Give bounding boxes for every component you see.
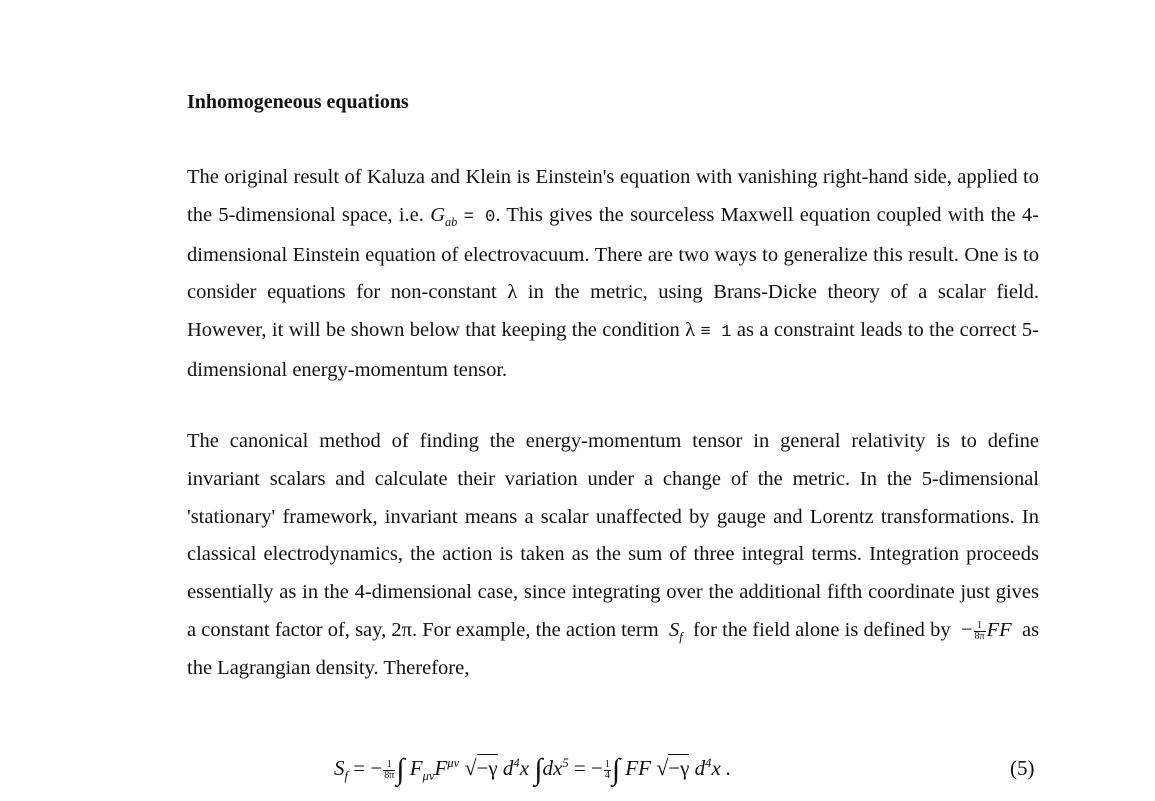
paragraph-1-text-a: The original result of Kaluza and Klein is Einstein's equation with vanishing right-hand side, applied to the 5-dimensional space, i.e. bbox=[187, 166, 1039, 226]
integral-sign-icon: ∫ bbox=[396, 753, 405, 786]
inline-math-s-f: $S_f$ bbox=[669, 618, 683, 645]
paragraph-1-text-b: . This gives the sourceless Maxwell equation coupled with the 4-dimensional Einstein equation of electrovacuum. There are two ways to generalize this result. One is to consider equations for non-constant bbox=[187, 203, 1039, 304]
inline-math-lambda: λ bbox=[507, 281, 518, 304]
paragraph-1-text-d: as a constraint leads to the correct 5-dimensional energy-momentum tensor. bbox=[187, 319, 1040, 381]
paragraph-2 bbox=[187, 423, 1039, 688]
paragraph-2-text-a: The canonical method of finding the energy-momentum tensor in general relativity is to define invariant scalars and calculate their variation under a change of the metric. In the 5-dimensional 'stationary' framework, invariant means a scalar unaffected by gauge and Lorentz transformations. In classical electrodynamics, the action is taken as the sum of three integral terms. Integration proceeds essentially as in the 4-dimensional case, since integrating over the additional fifth coordinate just gives a constant factor of, say, 2π. For example, the action term bbox=[187, 430, 1039, 641]
integral-sign-icon: ∫ bbox=[534, 753, 543, 786]
paragraph-1-text-c: in the metric, using Brans-Dicke theory of a scalar field. However, it will be shown below that keeping the condition bbox=[187, 281, 1040, 342]
inline-math-lambda-constraint: λ ≡ 1 bbox=[685, 319, 732, 343]
inline-math-lagrangian: − $\frac{1}{8\pi}$ FF bbox=[960, 618, 1012, 642]
sqrt-icon: √ bbox=[656, 755, 669, 780]
sqrt-icon: √ bbox=[464, 755, 477, 780]
integral-sign-icon: ∫ bbox=[611, 753, 621, 786]
equation-5: $S_f$ = − $\frac{1}{8\pi}$ ∫ $F_{\mu\nu}F^{\mu\nu}$ √−γ $d^4x$ $\int dx^5$ = − $\frac{1}{4}$ ∫ FF √−γ $d^4x$ . bbox=[334, 753, 732, 786]
section-heading: Inhomogeneous equations bbox=[187, 91, 409, 113]
paragraph-2-text-b: for the field alone is defined by bbox=[693, 618, 951, 641]
equation-number: (5) bbox=[1010, 756, 1035, 780]
inline-math-g-ab: $G_{ab} = 0$ bbox=[430, 203, 496, 229]
paragraph-2-text-c: as the Lagrangian density. Therefore, bbox=[187, 618, 1040, 679]
paragraph-1 bbox=[187, 159, 1039, 390]
